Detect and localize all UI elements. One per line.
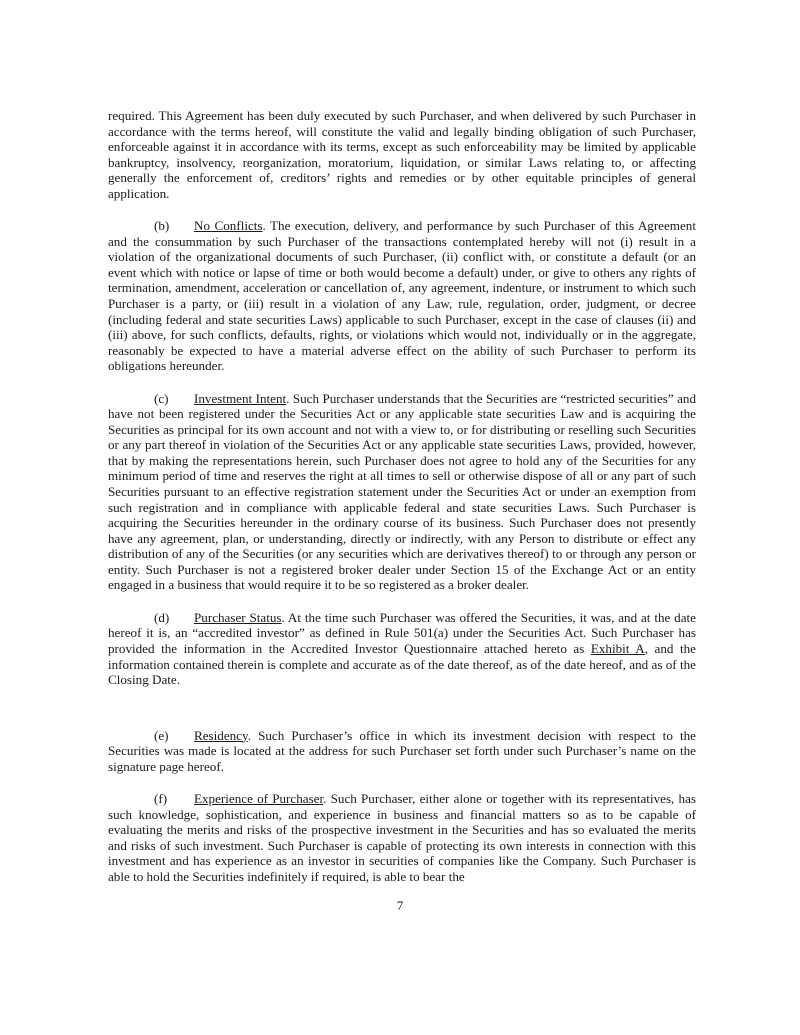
section-body-before: . At the time such Purchaser was offered the Securities, it was, and at the date hereof it is, an “accredited investor” as defined in Rule 501(a) under the Securities Act. Such Purchaser has provided the information in the Accredited Investor Questionnaire attached hereto as xyxy=(108,609,696,656)
continuation-paragraph: required. This Agreement has been duly executed by such Purchaser, and when delivered by such Purchaser in accordance with the terms hereof, will constitute the valid and legally binding obligation of such Purchaser, enforceable against it in accordance with its terms, except as such enforceability may be limited by applicable bankruptcy, insolvency, reorganization, moratorium, liquidation, or similar Laws relating to, or affecting generally the enforcement of, creditors’ rights and remedies or by other equitable principles of general application. xyxy=(108,108,696,201)
section-heading: No Conflicts xyxy=(194,218,263,234)
section-number: (f) xyxy=(154,791,168,807)
section-number: (b) xyxy=(154,218,170,234)
section-body: . Such Purchaser’s office in which its investment decision with respect to the Securities was made is located at the address for such Purchaser set forth under such Purchaser’s name on the signature page hereof. xyxy=(108,727,696,774)
section-heading: Purchaser Status xyxy=(194,609,282,625)
page-number: 7 xyxy=(396,898,404,913)
section-d-purchaser-status xyxy=(108,610,696,688)
section-heading: Experience of Purchaser xyxy=(194,791,324,807)
section-number: (c) xyxy=(154,390,169,406)
section-f-experience xyxy=(108,791,696,884)
section-c-investment-intent xyxy=(108,391,696,593)
section-number: (d) xyxy=(154,609,170,625)
section-heading: Investment Intent xyxy=(194,390,287,406)
section-body: . Such Purchaser, either alone or together with its representatives, has such knowledge, sophistication, and experience in business and financial matters so as to be capable of evaluating the merits and risks of the prospective investment in the Securities and has so evaluated the merits and risks of such investment. Such Purchaser is capable of protecting its own interests in connection with this investment and has experience as an investor in securities of companies like the Company. Such Purchaser is able to hold the Securities indefinitely if required, is able to bear the xyxy=(108,791,696,884)
section-e-residency xyxy=(108,728,696,775)
section-body: . Such Purchaser understands that the Securities are “restricted securities” and have not been registered under the Securities Act or any applicable state securities Law and is acquiring the Securities as principal for its own account and not with a view to, or for distributing or reselling such Securities or any part thereof in violation of the Securities Act or any applicable state securities Laws, provided, however, that by making the representations herein, such Purchaser does not agree to hold any of the Securities for any minimum period of time and reserves the right at all times to sell or otherwise dispose of all or any part of such Securities pursuant to an effective registration statement under the Securities Act or under an exemption from such registration and in compliance with applicable federal and state securities Laws. Such Purchaser is acquiring the Securities hereunder in the ordinary course of its business. Such Purchaser does not presently have any agreement, plan, or understanding, directly or indirectly, with any Person to distribute or effect any distribution of any of the Securities (or any securities which are derivatives thereof) to or through any person or entity. Such Purchaser is not a registered broker dealer under Section 15 of the Exchange Act or an entity engaged in a business that would require it to be so registered as a broker dealer. xyxy=(108,390,696,593)
section-heading: Residency xyxy=(194,727,248,743)
section-body-after: , and the information contained therein is complete and accurate as of the date thereof, as of the date hereof, and as of the Closing Date. xyxy=(108,640,696,688)
section-b-no-conflicts xyxy=(108,218,696,373)
section-number: (e) xyxy=(154,727,169,743)
document-page xyxy=(108,108,696,902)
section-body: . The execution, delivery, and performance by such Purchaser of this Agreement and the consummation by such Purchaser of the transactions contemplated hereby will not (i) result in a violation of the organizational documents of such Purchaser, (ii) conflict with, or constitute a default (or an event which with notice or lapse of time or both would become a default) under, or give to others any rights of termination, amendment, acceleration or cancellation of, any agreement, indenture, or instrument to which such Purchaser is a party, or (iii) result in a violation of any Law, rule, regulation, order, judgment, or decree (including federal and state securities Laws) applicable to such Purchaser, except in the case of clauses (ii) and (iii) above, for such conflicts, defaults, rights, or violations which would not, individually or in the aggregate, reasonably be expected to have a material adverse effect on the ability of such Purchaser to perform its obligations hereunder. xyxy=(108,218,696,374)
exhibit-reference: Exhibit A xyxy=(590,640,645,656)
